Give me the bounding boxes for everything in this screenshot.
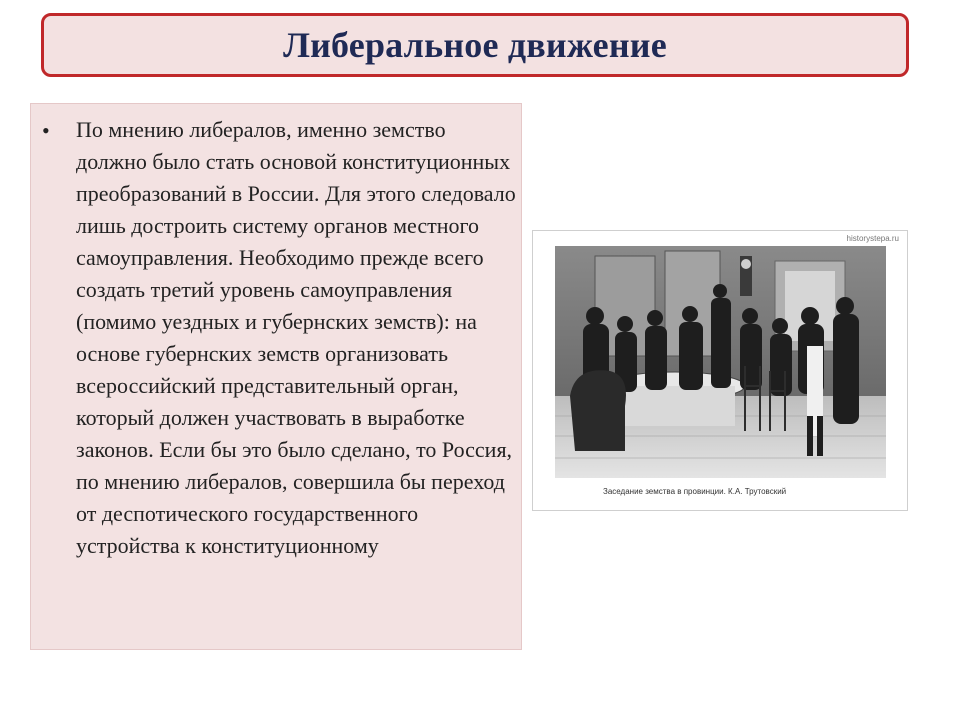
title-banner (41, 13, 909, 77)
slide-title: Либеральное движение (283, 25, 667, 65)
zemstvo-meeting-engraving (555, 246, 886, 478)
illustration-frame (532, 230, 908, 511)
body-paragraph: По мнению либералов, именно земство должно было стать основой конституционных преобразований в России. Для этого следовало лишь достроить систему органов местного самоуправления. Необходимо прежде всего создать третий уровень самоуправления (помимо уездных и губернских земств): на основе губернских земств организовать всероссийский представительный орган, который должен участвовать в выработке законов. Если бы это было сделано, то Россия, по мнению либералов, совершила бы переход от деспотического государственного устройства к конституционному (76, 117, 516, 558)
picture-caption: Заседание земства в провинции. К.А. Трутовский (603, 487, 787, 496)
picture-watermark: historystepa.ru (846, 234, 899, 243)
bullet-marker: • (42, 118, 50, 143)
